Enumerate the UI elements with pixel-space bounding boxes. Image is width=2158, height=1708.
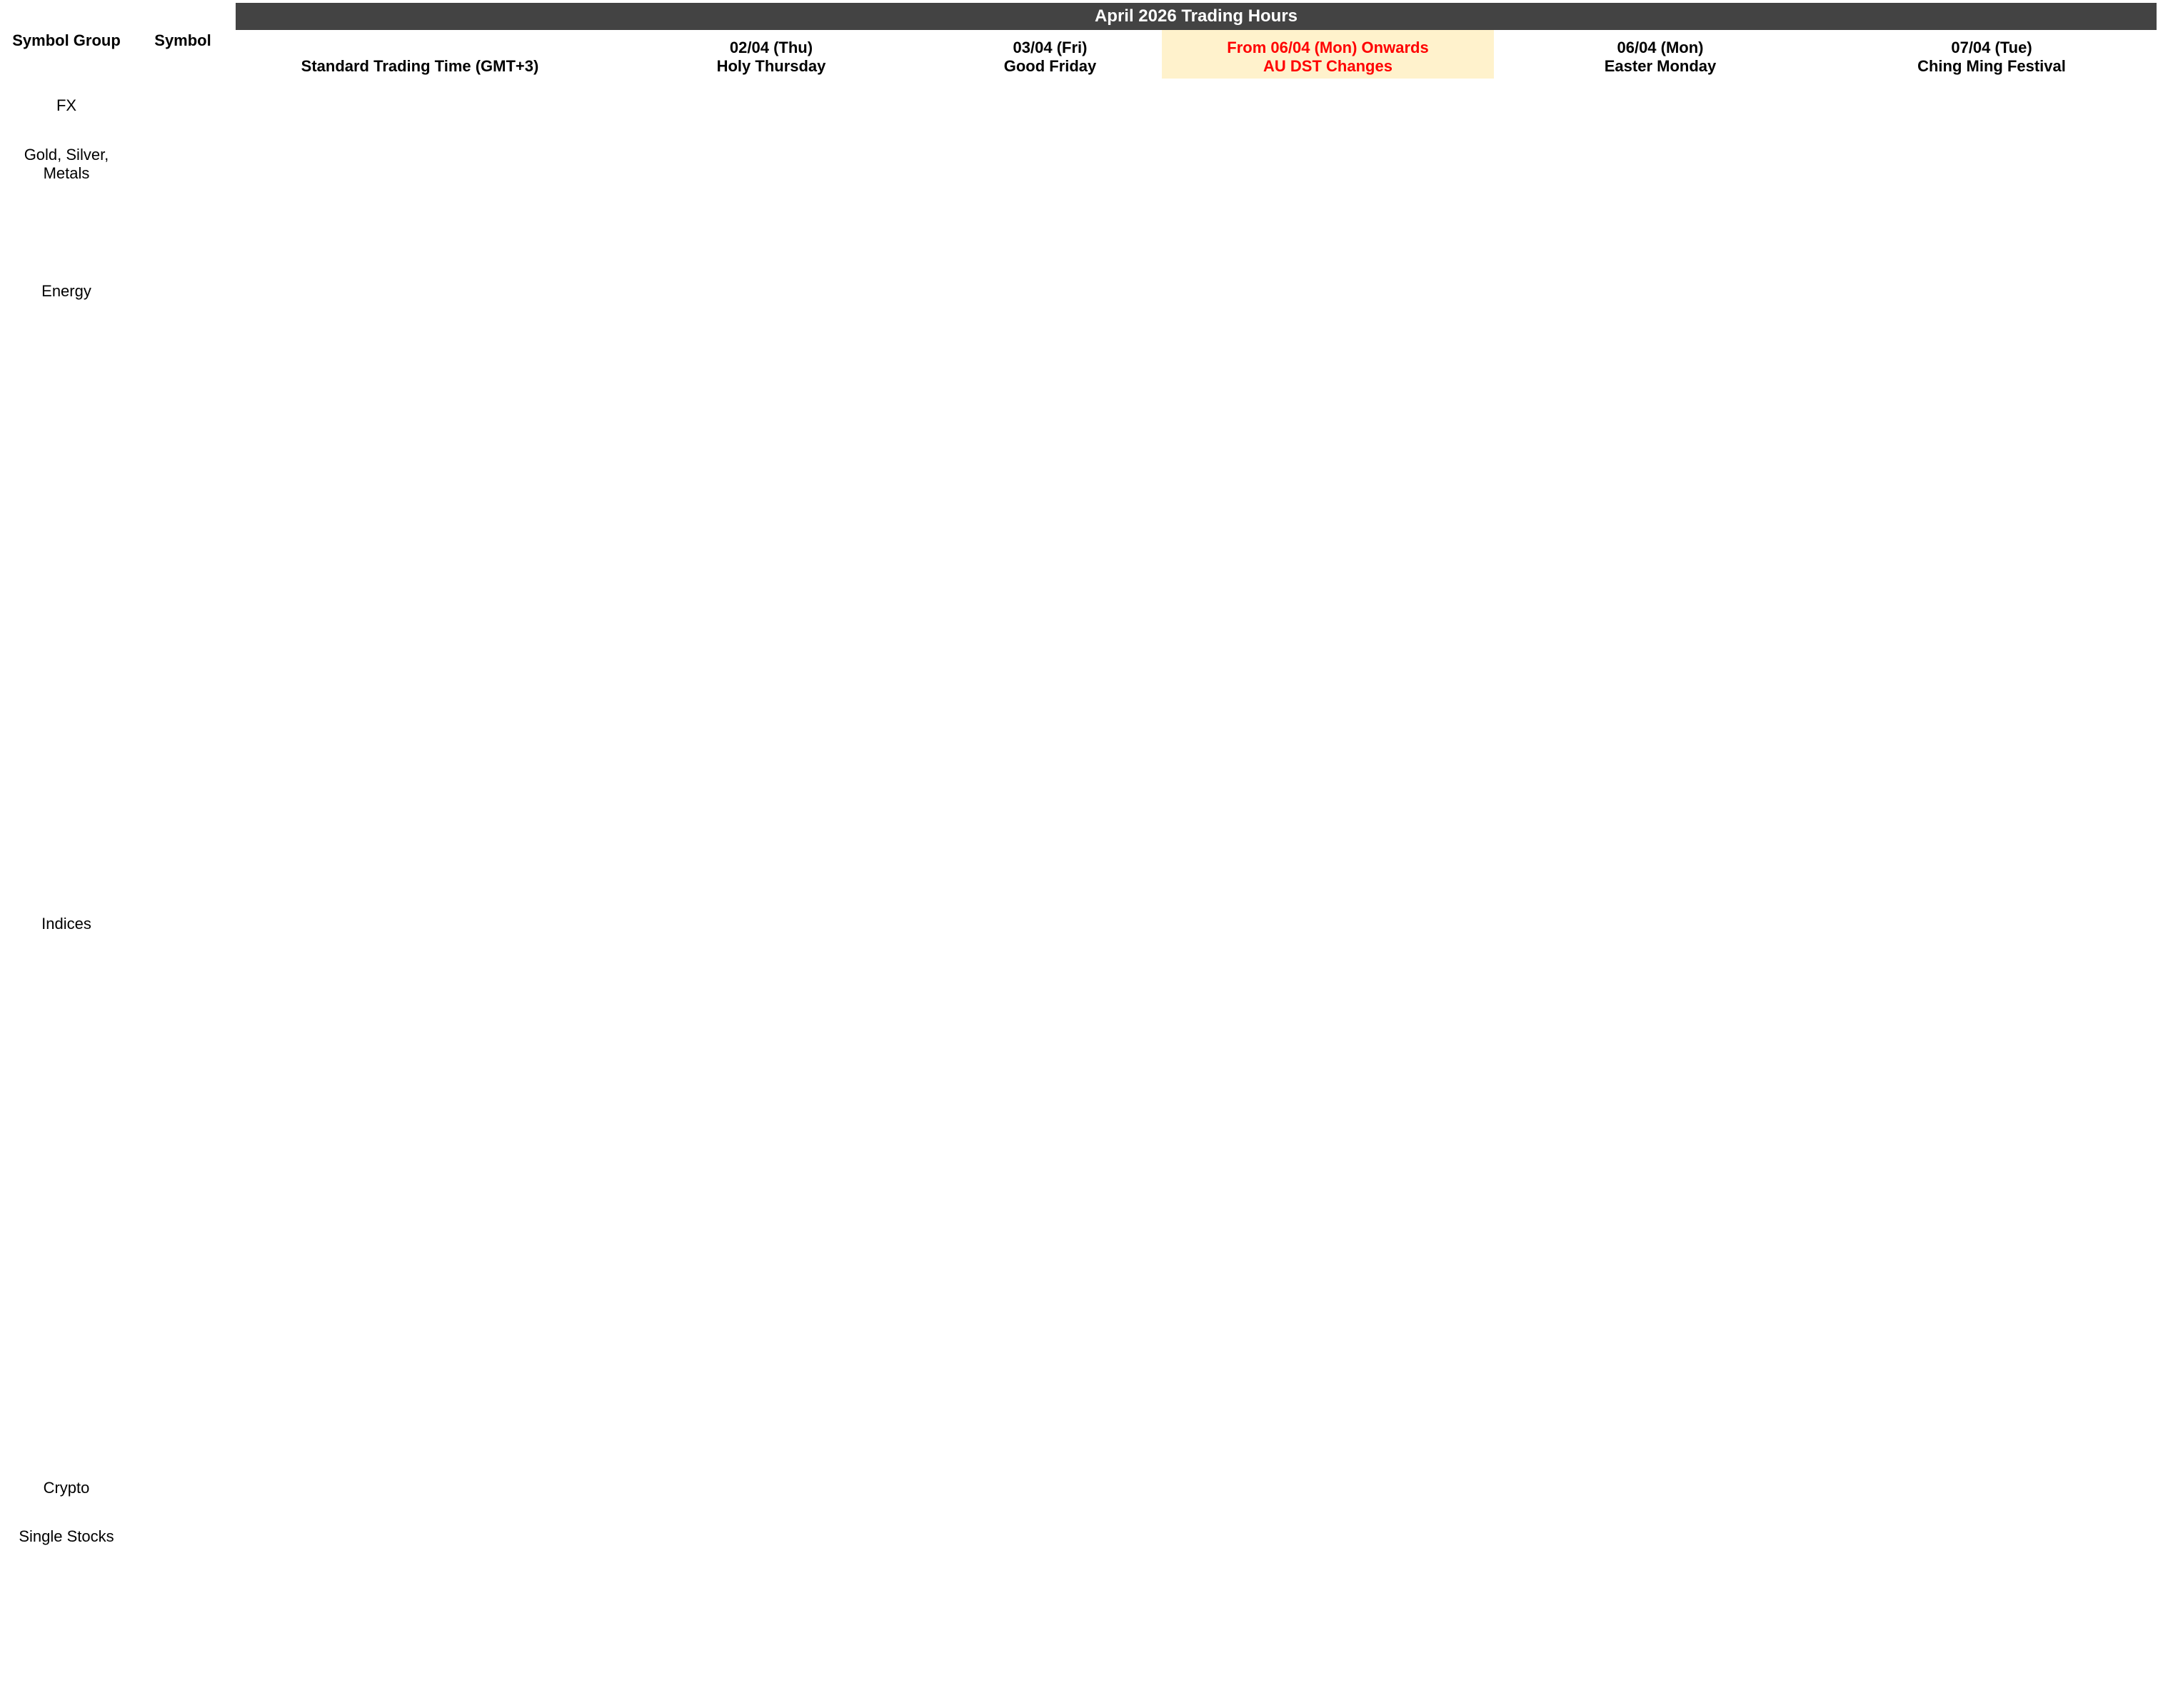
column-header-line1: 06/04 (Mon) [1617,39,1704,56]
column-header-line2: Standard Trading Time (GMT+3) [301,57,539,75]
column-header-line2: Ching Ming Festival [1917,57,2066,75]
sheet-title: April 2026 Trading Hours [236,3,2157,30]
symbol-group-cell: Gold, Silver, Metals [24,146,109,182]
column-header-line1: From 06/04 (Mon) Onwards [1227,39,1429,56]
column-header[interactable] [1827,30,2157,79]
column-header[interactable] [938,30,1162,79]
column-header-line2: Holy Thursday [716,57,826,75]
column-header[interactable] [130,3,236,79]
column-header[interactable] [1162,30,1494,79]
column-header-line1: Symbol Group [12,31,121,49]
column-header[interactable] [604,30,938,79]
symbol-group-cell: Energy [41,282,91,300]
symbol-group-cell: Crypto [43,1479,90,1497]
symbol-group-cell: Single Stocks [19,1527,114,1545]
column-header[interactable] [236,30,604,79]
symbol-group-cell: FX [56,96,77,114]
column-header-line1: 07/04 (Tue) [1951,39,2032,56]
symbol-group-cell: Indices [41,915,91,933]
column-header-line1: Symbol [154,31,211,49]
column-header-line2: Easter Monday [1604,57,1717,75]
column-header-line1: 02/04 (Thu) [729,39,813,56]
column-header-line2: Good Friday [1003,57,1097,75]
column-header[interactable] [3,3,130,79]
column-header[interactable] [1494,30,1827,79]
column-header-line2: AU DST Changes [1263,57,1392,75]
column-header-line1: 03/04 (Fri) [1013,39,1088,56]
